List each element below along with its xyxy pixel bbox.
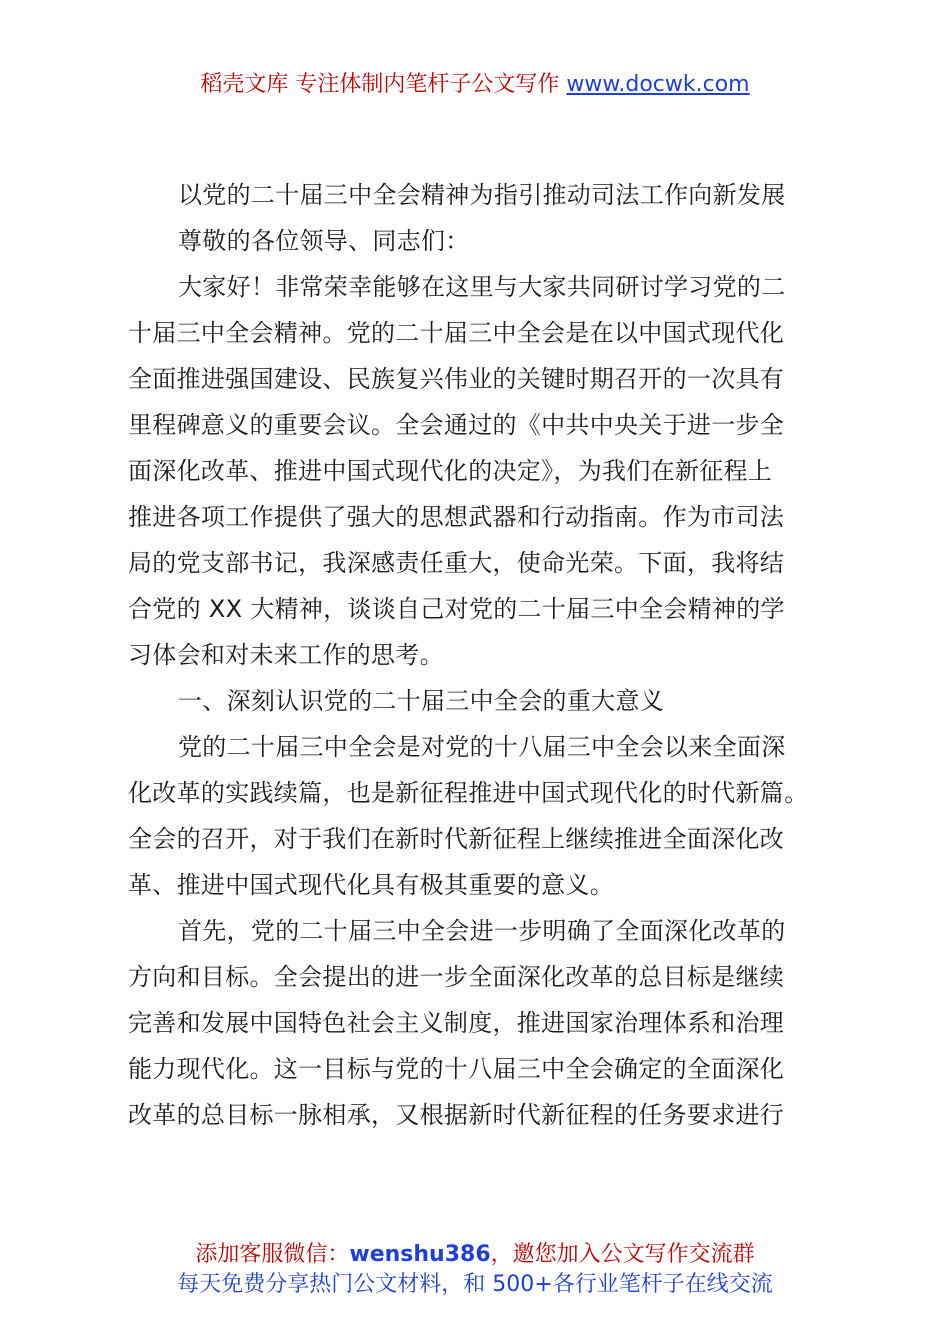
paragraph-line: 改革的总目标一脉相承，又根据新时代新征程的任务要求进行 bbox=[128, 1101, 785, 1129]
site-footer bbox=[0, 1240, 950, 1300]
paragraph-line: 推进各项工作提供了强大的思想武器和行动指南。作为市司法 bbox=[128, 503, 785, 531]
paragraph-line: 全会的召开，对于我们在新时代新征程上继续推进全面深化改 bbox=[128, 825, 785, 853]
paragraph-line: 全面推进强国建设、民族复兴伟业的关键时期召开的一次具有 bbox=[128, 365, 785, 393]
document-body bbox=[128, 172, 824, 1138]
header-brand: 稻壳文库 专注体制内笔杆子公文写作 bbox=[200, 72, 567, 97]
paragraph-line: 合党的 XX 大精神，谈谈自己对党的二十届三中全会精神的学 bbox=[128, 595, 785, 623]
section-heading: 一、深刻认识党的二十届三中全会的重大意义 bbox=[178, 687, 664, 715]
footer-wechat-suffix: ，邀您加入公文写作交流群 bbox=[490, 1242, 755, 1267]
footer-wechat-prefix: 添加客服微信： bbox=[195, 1242, 350, 1267]
paragraph-line: 革、推进中国式现代化具有极其重要的意义。 bbox=[128, 871, 614, 899]
paragraph-line: 面深化改革、推进中国式现代化的决定》，为我们在新征程上 bbox=[128, 457, 773, 485]
paragraph-line: 里程碑意义的重要会议。全会通过的《中共中央关于进一步全 bbox=[128, 411, 785, 439]
paragraph-line: 首先，党的二十届三中全会进一步明确了全面深化改革的 bbox=[178, 917, 786, 945]
paragraph-line: 能力现代化。这一目标与党的十八届三中全会确定的全面深化 bbox=[128, 1055, 785, 1083]
footer-line-2: 每天免费分享热门公文材料，和 500+各行业笔杆子在线交流 bbox=[177, 1272, 773, 1297]
header-url-link[interactable]: www.docwk.com bbox=[566, 72, 750, 97]
paragraph-line: 化改革的实践续篇，也是新征程推进中国式现代化的时代新篇。 bbox=[128, 779, 809, 807]
doc-salutation: 尊敬的各位领导、同志们： bbox=[178, 227, 470, 255]
paragraph-line: 习体会和对未来工作的思考。 bbox=[128, 641, 444, 669]
paragraph-line: 局的党支部书记，我深感责任重大，使命光荣。下面，我将结 bbox=[128, 549, 785, 577]
paragraph-line: 大家好！非常荣幸能够在这里与大家共同研讨学习党的二 bbox=[178, 273, 786, 301]
paragraph-line: 完善和发展中国特色社会主义制度，推进国家治理体系和治理 bbox=[128, 1009, 785, 1037]
paragraph-line: 方向和目标。全会提出的进一步全面深化改革的总目标是继续 bbox=[128, 963, 785, 991]
doc-title: 以党的二十届三中全会精神为指引推动司法工作向新发展 bbox=[178, 181, 786, 209]
site-header bbox=[0, 70, 950, 100]
paragraph-line: 十届三中全会精神。党的二十届三中全会是在以中国式现代化 bbox=[128, 319, 785, 347]
footer-wechat-id: wenshu386 bbox=[349, 1242, 491, 1267]
footer-line-1 bbox=[0, 1240, 950, 1270]
paragraph-line: 党的二十届三中全会是对党的十八届三中全会以来全面深 bbox=[178, 733, 786, 761]
